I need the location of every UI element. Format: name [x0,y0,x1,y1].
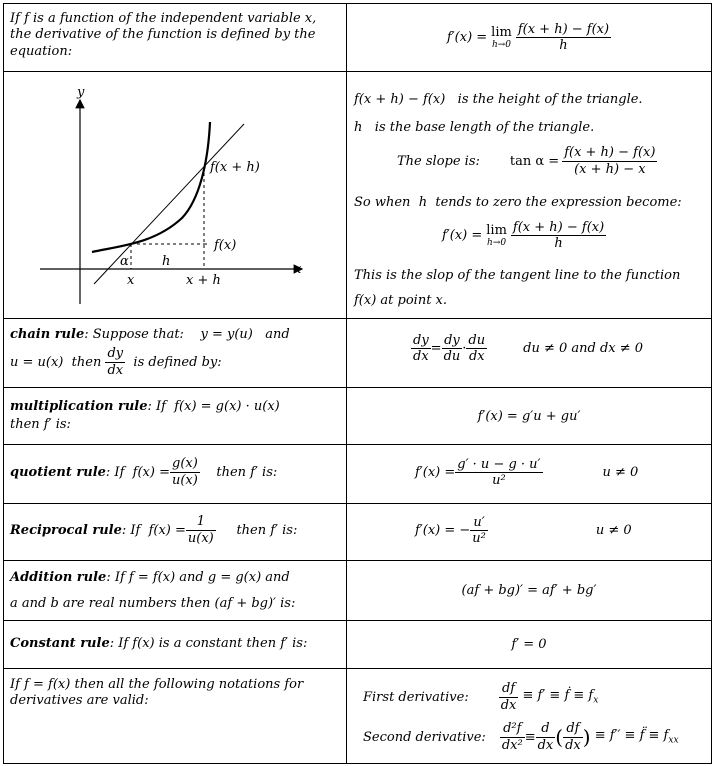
addition-text-cell [4,561,347,620]
quotient-fraction [170,456,200,490]
limit-den: h [554,236,563,251]
function-curve [92,122,210,252]
quotient-num: g(x) [170,456,200,473]
reciprocal-formula [415,515,632,546]
row-addition-rule [4,560,711,620]
definition-text-cell [4,4,347,71]
reciprocal-title: Reciprocal rule [10,522,122,538]
limit-lim-sub: h→0 [487,238,507,248]
x-tick-label: x [127,273,135,288]
second-den: dx² [501,738,523,754]
first-den: dx [500,698,517,714]
reciprocal-line [10,514,297,548]
slope-num: f(x + h) − f(x) [562,145,657,162]
row-multiplication-rule [4,387,711,444]
tangent-text: This is the slop of the tangent line to the function [354,268,681,283]
quotient-r-lhs: f′(x) = [415,465,456,480]
notations-formula-cell [347,669,711,763]
row-geometric-meaning [4,71,711,318]
chain-r-den2: du [443,349,461,364]
so-when-line [354,195,682,211]
quotient-text-cell [4,445,347,503]
first-rest: ≡ f′ ≡ ḟ ≡ f [522,688,594,704]
multiplication-text-cell [4,388,347,444]
row-reciprocal-rule [4,503,711,560]
reciprocal-den: u(x) [187,531,214,547]
constant-title: Constant rule [10,636,110,651]
chain-r-num3: du [468,333,486,348]
derivative-rules-table [3,3,712,764]
quotient-den: u(x) [171,473,198,489]
chain-rule-and: and [265,327,290,342]
row-quotient-rule [4,444,711,503]
definition-lim [489,25,514,50]
first-derivative-label: First derivative: [363,689,469,705]
slope-fraction [562,145,657,179]
chain-rule-line2 [10,346,222,380]
second-derivative-label: Second derivative: [363,729,486,745]
row-constant-rule [4,620,711,668]
quotient-condition: u ≠ 0 [602,465,639,480]
first-derivative-line [363,681,598,715]
chain-r-den1: dx [413,349,429,364]
definition-den: h [559,38,568,53]
multiplication-formula-cell [347,388,711,444]
chain-rule-text-cell [4,319,347,387]
row-definition [4,4,711,71]
base-expr: h [354,120,363,135]
addition-text1: : If f = f(x) and g = g(x) and [106,570,290,585]
constant-line [10,636,307,652]
definition-lhs: f′(x) = [446,30,488,45]
addition-title: Addition rule [10,570,107,585]
reciprocal-text-cell [4,504,347,560]
multiplication-title: multiplication rule [10,399,148,414]
chain-rule-condition: du ≠ 0 and dx ≠ 0 [523,341,644,356]
quotient-r-den: u² [492,473,506,488]
quotient-formula [415,457,638,488]
addition-formula-cell [347,561,711,620]
chain-rule-u: u = u(x) [10,354,64,370]
slope-line [397,145,657,179]
multiplication-formula: f′(x) = g′u + gu′ [477,408,581,424]
limit-fraction [511,220,606,251]
slope-lhs: tan α = [509,153,560,169]
reciprocal-formula-cell [347,504,711,560]
slope-label: The slope is: [397,153,480,169]
fxh-label: f(x + h) [210,160,260,175]
definition-num: f(x + h) − f(x) [517,22,610,37]
chain-rule-line1 [10,327,290,343]
fx-label: f(x) [214,238,237,253]
reciprocal-r-num: u′ [470,515,488,531]
reciprocal-r-lhs: f′(x) = − [415,523,471,538]
chain-rule-title: chain rule [10,327,85,342]
reciprocal-then: then f′ is: [236,522,298,538]
limit-lim [484,223,509,248]
reciprocal-num: 1 [186,514,216,531]
graph-cell [4,72,347,318]
reciprocal-lhs: f(x) = [148,522,186,538]
chain-rule-suppose: : Suppose that: [84,327,184,342]
height-line [354,92,643,108]
quotient-line [10,456,277,490]
multiplication-line2: then f′ is: [10,417,71,432]
chain-rule-y: y = y(u) [200,327,253,342]
quotient-r-num: g′ · u − g · u′ [457,457,541,472]
chain-r-num2: dy [442,333,463,349]
second-num3: df [563,721,583,738]
slope-den: (x + h) − x [574,162,646,178]
limit-lhs: f′(x) = [442,228,483,243]
chain-rule-formula: $\frac{dy}{dx}$ = $\frac{dy}{du}$ · $\frac{du}{dx}$ du ≠ 0 and dx ≠ 0 [413,333,644,364]
chain-dx: dx [107,363,124,379]
x-axis-label: x [294,262,302,277]
addition-formula: (af + bg)′ = af′ + bg′ [461,583,597,598]
quotient-if: : If [105,464,125,480]
xh-tick-label: x + h [186,273,221,288]
chain-rule-defined: is defined by: [133,354,222,370]
h-label: h [162,254,171,269]
notations-text-cell [4,669,347,763]
second-mid: ≡ [524,729,536,745]
reciprocal-condition: u ≠ 0 [595,523,632,538]
height-text: is the height of the triangle. [457,92,643,107]
row-notations [4,668,711,763]
reciprocal-fraction [186,514,216,548]
definition-fraction [516,22,611,53]
multiplication-f: f(x) = g(x) · u(x) [174,399,280,414]
so-rest: tends to zero the expression become: [435,195,682,210]
second-rest: ≡ f′′ ≡ f̈ ≡ f [594,728,669,744]
second-derivative-line: Second derivative: $\frac{\text{d²f}}{\text{dx²}}$ ≡ $\frac{d}{dx}$ ( $\frac{df}{dx}$ ) ≡ f′′ ≡ f̈ ≡ $f_{xx}$ [363,721,679,754]
y-axis-label: y [77,85,85,100]
first-sub: x [593,695,599,706]
definition-formula-cell [347,4,711,71]
chain-rule-then: then [71,354,102,370]
chain-r-den3: dx [468,349,485,364]
chain-dy: dy [105,346,125,363]
row-chain-rule [4,318,711,387]
constant-text-cell [4,621,347,668]
definition-text: If f is a function of the independent variable x, the derivative of the function is defined by the equation: [10,11,317,59]
chain-r-num1: dy [413,333,429,348]
so-h: h [418,195,428,210]
constant-formula-cell [347,621,711,668]
limit-formula [442,220,606,251]
constant-text: : If f(x) is a constant then f′ is: [109,636,308,651]
so-when-text: So when [354,195,411,210]
multiplication-line1 [10,399,280,415]
alpha-label: α [120,254,129,269]
definition-formula [347,4,711,71]
second-den2: dx [537,738,554,754]
tangent-graph [4,72,347,318]
quotient-title: quotient rule [10,464,106,480]
chain-rule-formula-cell [347,319,711,387]
addition-line2: a and b are real numbers then (af + bg)′ is: [10,596,296,611]
reciprocal-r-den: u² [472,531,486,546]
quotient-formula-cell [347,445,711,503]
first-num: df [499,681,519,698]
constant-formula: f′ = 0 [511,637,547,652]
limit-num: f(x + h) − f(x) [512,220,605,235]
base-text: is the base length of the triangle. [374,120,595,135]
second-sub: xx [668,735,679,746]
second-den3: dx [565,738,581,754]
explanation-cell [347,72,711,318]
height-expr: f(x + h) − f(x) [354,92,446,107]
quotient-then: then f′ is: [216,464,278,480]
base-line [354,120,594,136]
notations-text: If f = f(x) then all the following notations for derivatives are valid: [10,677,304,709]
reciprocal-if: : If [121,522,141,538]
second-num: d²f [500,721,525,738]
lim-sub: h→0 [491,40,512,50]
tangent-text-2: f(x) at point x. [354,293,448,308]
lim-text: lim [491,25,512,40]
limit-lim-text: lim [486,223,507,238]
second-num2: d [536,721,556,738]
quotient-lhs: f(x) = [132,464,170,480]
addition-line1 [10,570,290,586]
chain-rule-dydx [105,346,125,380]
multiplication-if: : If [147,399,166,414]
